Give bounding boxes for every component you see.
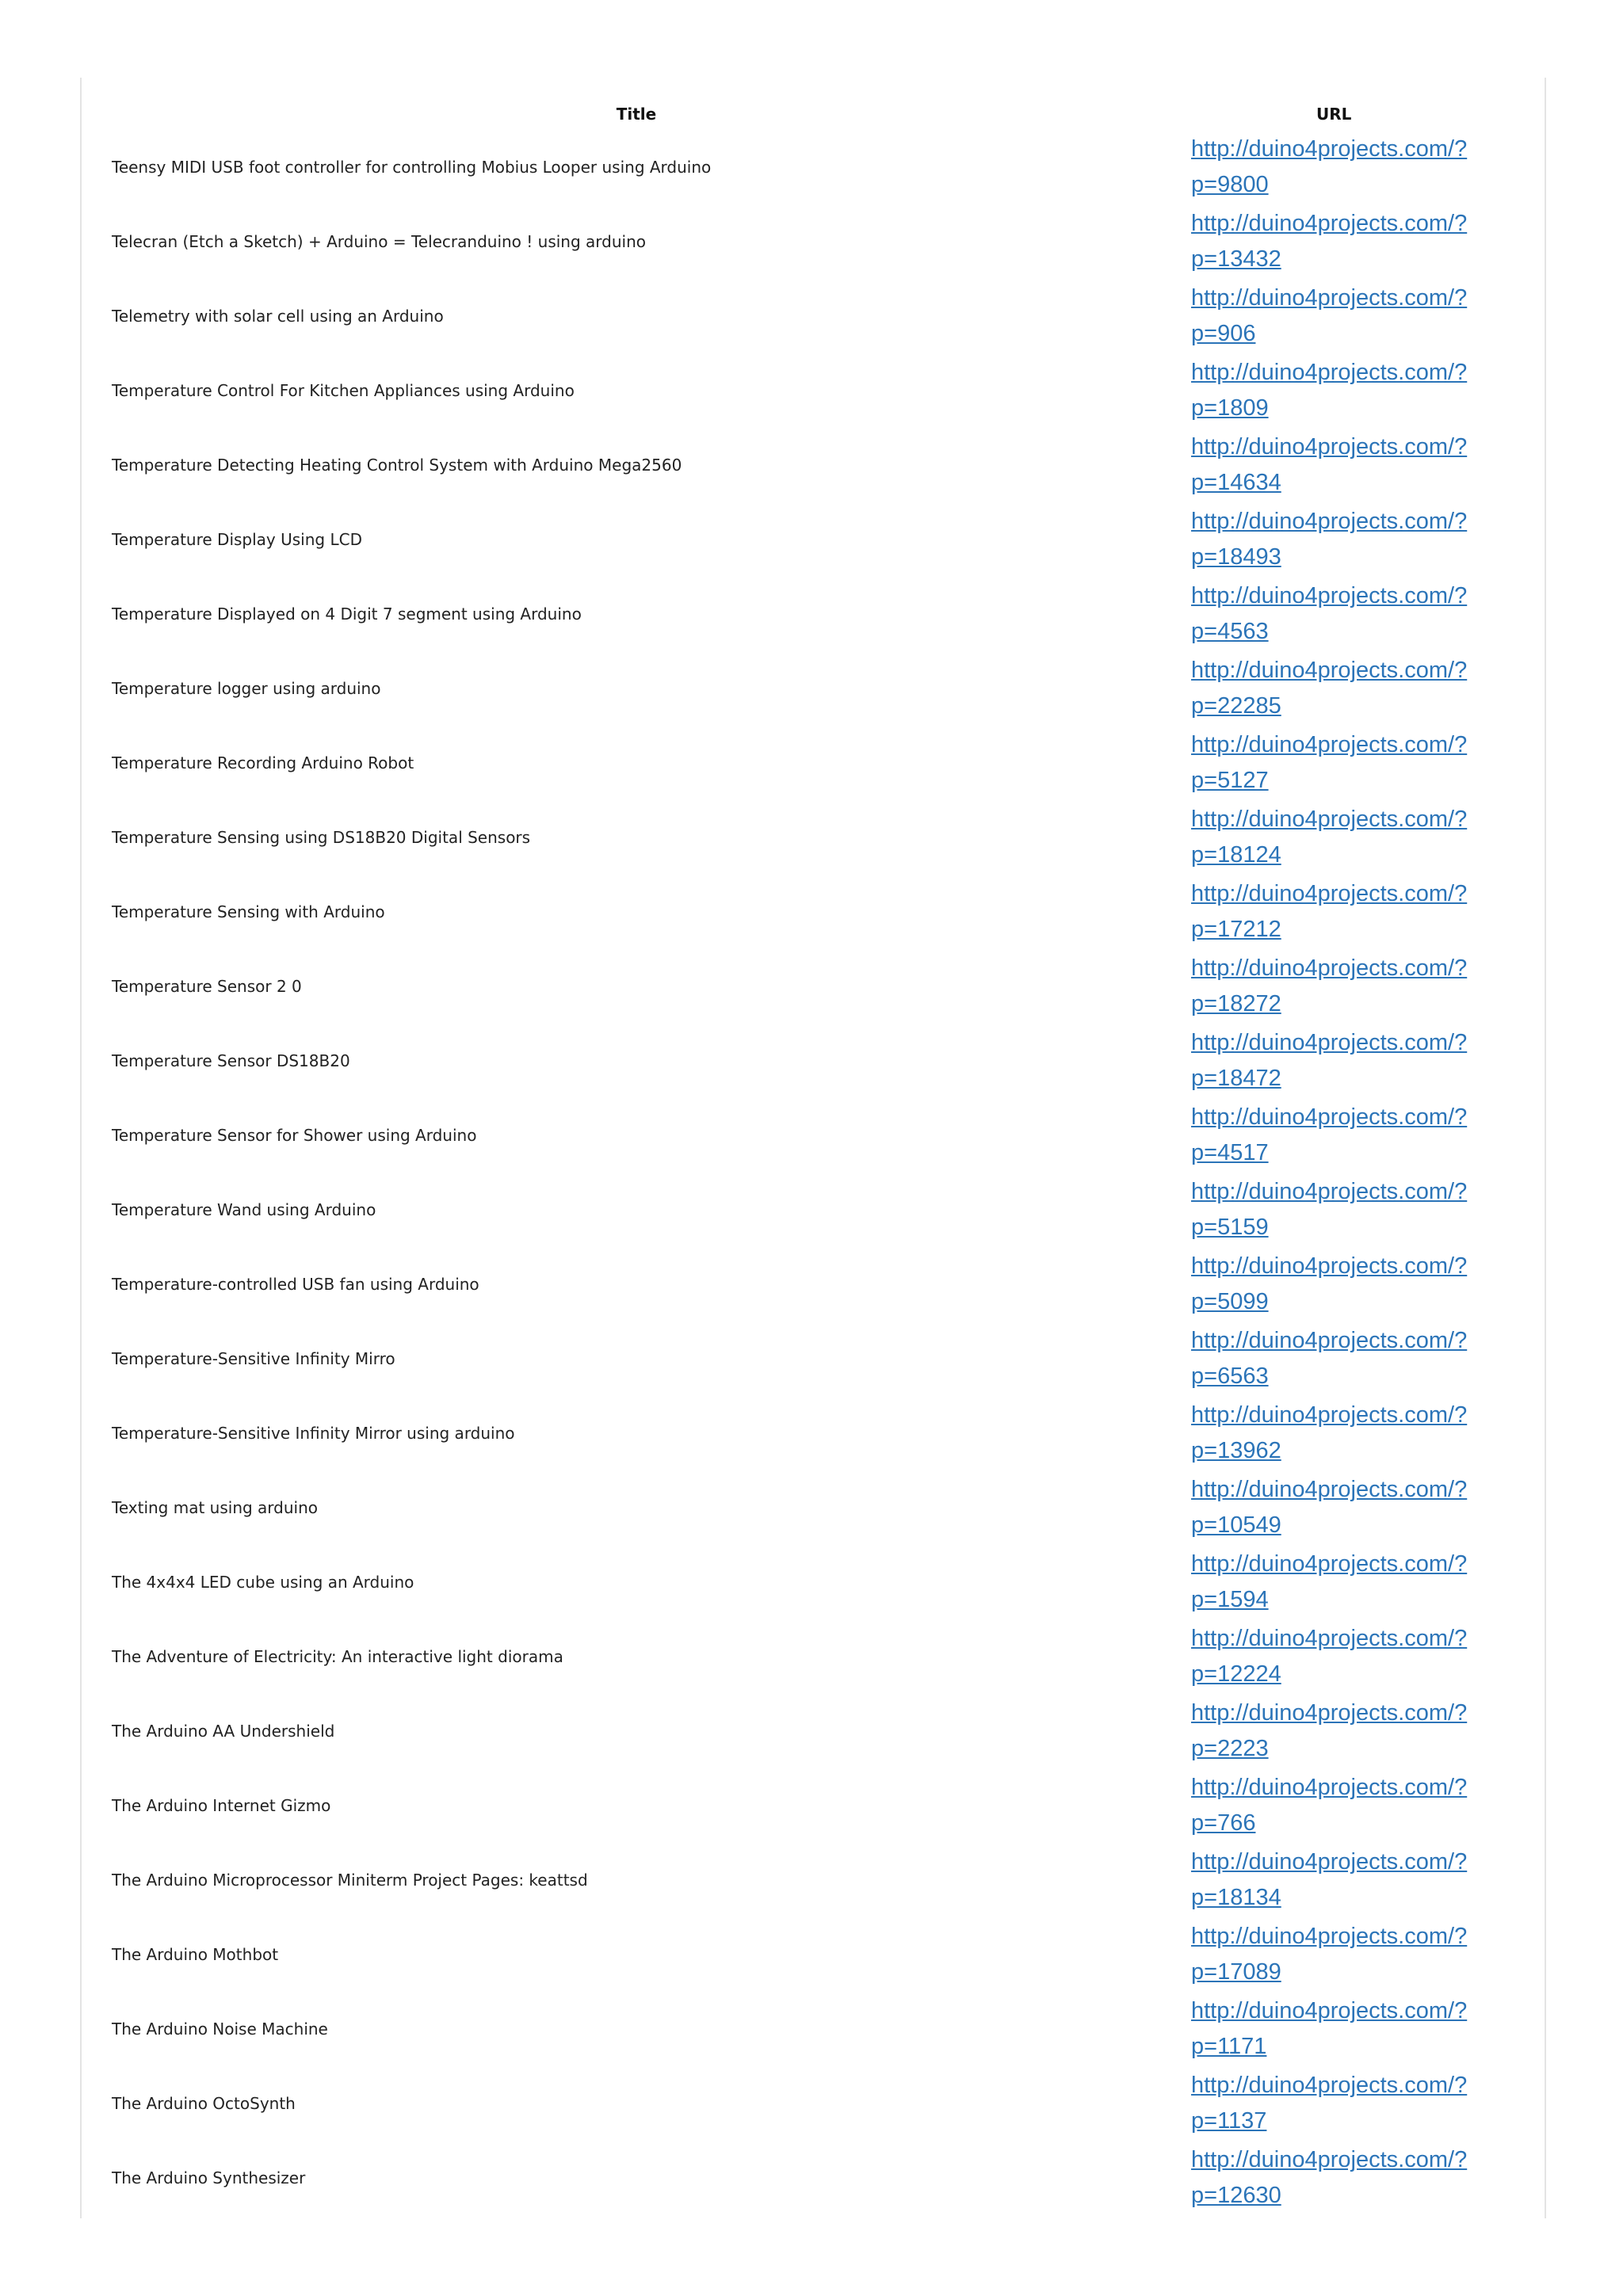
url-cell: [1191, 1024, 1545, 1098]
project-url-link[interactable]: http://duino4projects.com/?p=2223: [1191, 1700, 1468, 1761]
table-row: [82, 1322, 1545, 1396]
project-title: Texting mat using arduino: [112, 1498, 319, 1517]
project-url-link[interactable]: http://duino4projects.com/?p=1809: [1191, 360, 1468, 421]
url-cell: [1191, 1098, 1545, 1173]
url-cell: [1191, 204, 1545, 279]
table-row: [82, 1470, 1545, 1545]
url-cell: [1191, 949, 1545, 1024]
project-url-link[interactable]: http://duino4projects.com/?p=18124: [1191, 807, 1468, 868]
project-url-link[interactable]: http://duino4projects.com/?p=12224: [1191, 1626, 1468, 1687]
table-header: [82, 78, 1545, 130]
url-cell: [1191, 1247, 1545, 1322]
project-url-link[interactable]: http://duino4projects.com/?p=9800: [1191, 136, 1468, 197]
header-row: [82, 78, 1545, 130]
url-cell: [1191, 875, 1545, 949]
url-cell: [1191, 1470, 1545, 1545]
table-row: [82, 204, 1545, 279]
table-row: [82, 502, 1545, 577]
project-title: The Arduino Internet Gizmo: [112, 1796, 331, 1815]
project-url-link[interactable]: http://duino4projects.com/?p=18272: [1191, 955, 1468, 1016]
project-url-link[interactable]: http://duino4projects.com/?p=17089: [1191, 1924, 1468, 1985]
table-row: [82, 428, 1545, 502]
url-cell: [1191, 577, 1545, 651]
project-url-link[interactable]: http://duino4projects.com/?p=13962: [1191, 1402, 1468, 1463]
url-cell: [1191, 1992, 1545, 2066]
table-row: [82, 2066, 1545, 2141]
url-cell: [1191, 651, 1545, 726]
table-row: [82, 1247, 1545, 1322]
url-cell: [1191, 1173, 1545, 1247]
table-row: [82, 1098, 1545, 1173]
table-row: [82, 1024, 1545, 1098]
table-row: [82, 1917, 1545, 1992]
project-title: Temperature Sensing with Arduino: [112, 902, 385, 921]
projects-table: [82, 78, 1545, 2215]
table-row: [82, 1173, 1545, 1247]
table-row: [82, 2141, 1545, 2215]
table-row: [82, 651, 1545, 726]
project-url-link[interactable]: http://duino4projects.com/?p=1594: [1191, 1551, 1468, 1612]
project-title: The Arduino AA Undershield: [112, 1722, 335, 1741]
project-title: Temperature Wand using Arduino: [112, 1200, 376, 1219]
project-title: The 4x4x4 LED cube using an Arduino: [112, 1573, 414, 1592]
table-row: [82, 1843, 1545, 1917]
project-title: Telemetry with solar cell using an Arduino: [112, 307, 444, 326]
project-title: Temperature Display Using LCD: [112, 530, 362, 549]
project-url-link[interactable]: http://duino4projects.com/?p=6563: [1191, 1328, 1468, 1389]
url-column-header: URL: [1316, 105, 1352, 124]
project-title: The Arduino OctoSynth: [112, 2094, 296, 2113]
table-row: [82, 1768, 1545, 1843]
table-row: [82, 1619, 1545, 1694]
url-cell: [1191, 800, 1545, 875]
project-url-link[interactable]: http://duino4projects.com/?p=5099: [1191, 1253, 1468, 1314]
project-title: Temperature Displayed on 4 Digit 7 segment using Arduino: [112, 605, 582, 624]
project-title: Temperature Detecting Heating Control System with Arduino Mega2560: [112, 456, 682, 475]
project-url-link[interactable]: http://duino4projects.com/?p=5127: [1191, 732, 1468, 793]
url-cell: [1191, 1768, 1545, 1843]
project-url-link[interactable]: http://duino4projects.com/?p=13432: [1191, 211, 1468, 272]
project-url-link[interactable]: http://duino4projects.com/?p=4517: [1191, 1104, 1468, 1165]
table-row: [82, 1992, 1545, 2066]
project-title: Temperature Sensor DS18B20: [112, 1051, 350, 1070]
url-cell: [1191, 1917, 1545, 1992]
project-title: Temperature-Sensitive Infinity Mirro: [112, 1349, 395, 1368]
url-cell: [1191, 1396, 1545, 1470]
project-title: Temperature logger using arduino: [112, 679, 381, 698]
project-url-link[interactable]: http://duino4projects.com/?p=906: [1191, 285, 1468, 346]
project-title: Temperature-controlled USB fan using Arduino: [112, 1275, 479, 1294]
table-row: [82, 875, 1545, 949]
url-cell: [1191, 502, 1545, 577]
table-row: [82, 279, 1545, 353]
url-cell: [1191, 1843, 1545, 1917]
project-title: Teensy MIDI USB foot controller for controlling Mobius Looper using Arduino: [112, 158, 712, 177]
project-url-link[interactable]: http://duino4projects.com/?p=18493: [1191, 509, 1468, 570]
project-title: Temperature-Sensitive Infinity Mirror using arduino: [112, 1424, 515, 1443]
url-cell: [1191, 726, 1545, 800]
project-url-link[interactable]: http://duino4projects.com/?p=12630: [1191, 2147, 1468, 2208]
table-row: [82, 1545, 1545, 1619]
project-title: Temperature Recording Arduino Robot: [112, 753, 414, 772]
project-title: Telecran (Etch a Sketch) + Arduino = Telecranduino ! using arduino: [112, 232, 646, 251]
url-cell: [1191, 428, 1545, 502]
url-cell: [1191, 130, 1545, 204]
project-title: Temperature Sensor 2 0: [112, 977, 302, 996]
project-title: The Adventure of Electricity: An interactive light diorama: [112, 1647, 563, 1666]
project-url-link[interactable]: http://duino4projects.com/?p=18134: [1191, 1849, 1468, 1910]
table-row: [82, 726, 1545, 800]
table-row: [82, 130, 1545, 204]
project-url-link[interactable]: http://duino4projects.com/?p=14634: [1191, 434, 1468, 495]
project-url-link[interactable]: http://duino4projects.com/?p=4563: [1191, 583, 1468, 644]
project-url-link[interactable]: http://duino4projects.com/?p=5159: [1191, 1179, 1468, 1240]
table-row: [82, 577, 1545, 651]
url-cell: [1191, 1619, 1545, 1694]
table-row: [82, 353, 1545, 428]
project-url-link[interactable]: http://duino4projects.com/?p=1171: [1191, 1998, 1468, 2059]
project-title: The Arduino Noise Machine: [112, 2019, 328, 2039]
url-cell: [1191, 353, 1545, 428]
project-title: The Arduino Microprocessor Miniterm Project Pages: keattsd: [112, 1871, 588, 1890]
project-title: Temperature Sensing using DS18B20 Digital Sensors: [112, 828, 531, 847]
project-title: The Arduino Synthesizer: [112, 2168, 306, 2187]
project-url-link[interactable]: http://duino4projects.com/?p=18472: [1191, 1030, 1468, 1091]
project-title: Temperature Control For Kitchen Appliances using Arduino: [112, 381, 575, 400]
url-cell: [1191, 1322, 1545, 1396]
url-cell: [1191, 1545, 1545, 1619]
project-url-link[interactable]: http://duino4projects.com/?p=17212: [1191, 881, 1468, 942]
url-cell: [1191, 279, 1545, 353]
table-row: [82, 1694, 1545, 1768]
url-cell: [1191, 2141, 1545, 2215]
project-title: Temperature Sensor for Shower using Arduino: [112, 1126, 477, 1145]
project-title: The Arduino Mothbot: [112, 1945, 279, 1964]
table-body: [82, 130, 1545, 2215]
table-row: [82, 800, 1545, 875]
project-url-link[interactable]: http://duino4projects.com/?p=22285: [1191, 658, 1468, 719]
document-page: [80, 78, 1546, 2218]
title-column-header: Title: [616, 105, 657, 124]
url-cell: [1191, 2066, 1545, 2141]
project-url-link[interactable]: http://duino4projects.com/?p=10549: [1191, 1477, 1468, 1538]
table-row: [82, 949, 1545, 1024]
project-url-link[interactable]: http://duino4projects.com/?p=766: [1191, 1775, 1468, 1836]
url-cell: [1191, 1694, 1545, 1768]
project-url-link[interactable]: http://duino4projects.com/?p=1137: [1191, 2073, 1468, 2134]
table-row: [82, 1396, 1545, 1470]
